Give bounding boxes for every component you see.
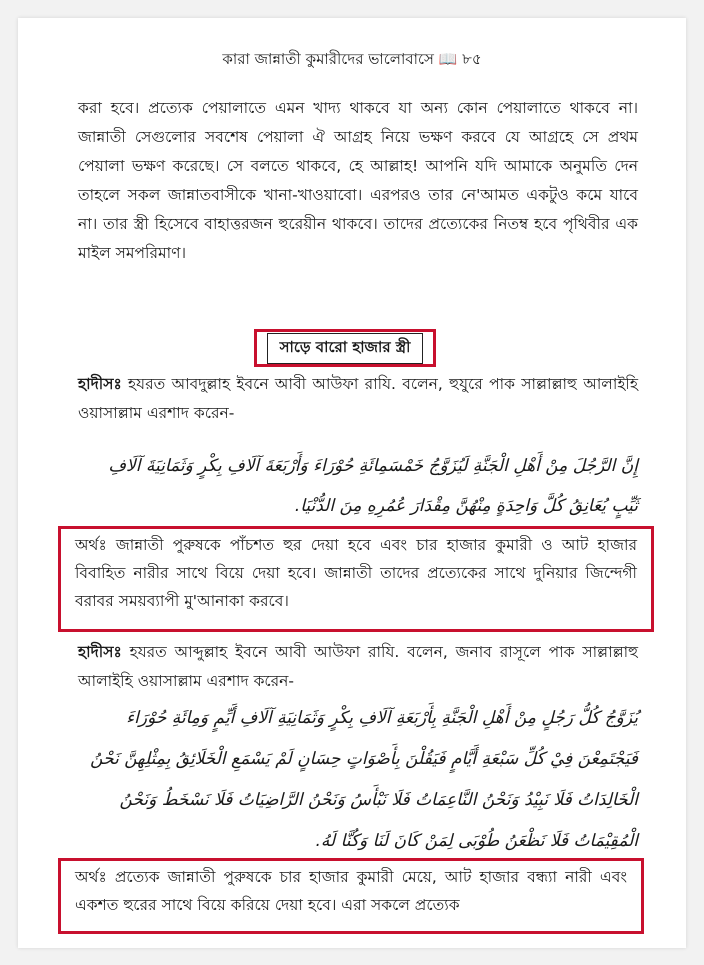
hadith-2-translation: প্রত্যেক জান্নাতী পুরুষকে চার হাজার কুমারী মেয়ে, আট হাজার বন্ধ্যা নারী এবং একশত হুরের সাথে বিয়ে করিয়ে দেয়া হবে। এরা সকলে প্রত্যেক	[75, 868, 627, 914]
hadith-2-intro	[78, 638, 638, 696]
paragraph-continuation: করা হবে। প্রত্যেক পেয়ালাতে এমন খাদ্য থাকবে যা অন্য কোন পেয়ালাতে থাকবে না। জান্নাতী সেগুলোর সবশেষ পেয়ালা ঐ আগ্রহ নিয়ে ভক্ষণ করবে যে আগ্রহে সে প্রথম পেয়ালা ভক্ষণ করেছে। সে বলতে থাকবে, হে আল্লাহ! আপনি যদি আমাকে অনুমতি দেন তাহলে সকল জান্নাতবাসীকে খানা-খাওয়াবো। এরপরও তার নে'আমত একটুও কমে যাবে না। তার স্ত্রী হিসেবে বাহাত্তরজন হুরেয়ীন থাকবে। তাদের প্রত্যেকের নিতম্ব হবে পৃথিবীর এক মাইল সমপরিমাণ।	[78, 99, 639, 262]
running-head: কারা জান্নাতী কুমারীদের ভালোবাসে 📖 ৮৫	[222, 50, 482, 68]
hadith-1-label: হাদীসঃ	[78, 375, 122, 393]
hadith-2-text: হযরত আব্দুল্লাহ ইবনে আবী আউফা রাযি. বলেন, জনাব রাসূলে পাক সাল্লাল্লাহু আলাইহি ওয়াসাল্লাম এরশাদ করেন-	[78, 643, 638, 690]
hadith-2-arabic: يُزَوَّجُ كُلُّ رَجُلٍ مِنْ أَهْلِ الْجَنَّةِ بِأَرْبَعَةِ آلَافِ بِكْرٍ وَثَمَانِيَةِ آلَافِ أَيِّمٍ وَمِائَةِ حُوْرَاءَ فَيَجْتَمِعْنَ فِيْ كُلِّ سَبْعَةِ أَيَّامٍ فَيَقُلْنَ بِأَصْوَاتٍ حِسَانٍ لَمْ يَسْمَعِ الْخَلَائِقُ بِمِثْلِهِنَّ نَحْنُ الْخَالِدَاتُ فَلَا نَبِيْدُ وَنَحْنُ النَّاعِمَاتُ فَلَا نَبْأَسُ وَنَحْنُ الرَّاضِيَاتُ فَلَا نَسْخَطُ وَنَحْنُ الْمُقِيْمَاتُ فَلَا نَظْعَنُ طُوْبَى لِمَنْ كَانَ لَنَا وَكُنَّا لَهُ.	[90, 708, 638, 851]
hadith-1-text: হযরত আবদুল্লাহ ইবনে আবী আউফা রাযি. বলেন, হুযুরে পাক সাল্লাল্লাহু আলাইহি ওয়াসাল্লাম এরশাদ করেন-	[78, 375, 638, 422]
hadith-1-translation-label: অর্থঃ	[75, 536, 107, 554]
hadith-2-translation-box	[58, 858, 644, 934]
hadith-1-intro	[78, 370, 638, 428]
hadith-2-label: হাদীসঃ	[78, 643, 122, 661]
section-heading: সাড়ে বারো হাজার স্ত্রী	[267, 333, 424, 364]
hadith-1-translation-box	[58, 526, 654, 632]
section-heading-highlight	[254, 329, 436, 367]
book-page	[18, 18, 686, 948]
hadith-1-arabic: إِنَّ الرَّجُلَ مِنْ أَهْلِ الْجَنَّةِ لَيُزَوَّجُ خَمْسَمِائَةِ حُوْرَاءَ وَأَرْبَعَةَ آلَافِ بِكْرٍ وَثَمَانِيَةَ آلَافِ ثَيِّبٍ يُعَانِقُ كُلَّ وَاحِدَةٍ مِنْهُنَّ مِقْدَارَ عُمُرِهِ مِنَ الدُّنْيَا.	[108, 456, 638, 516]
hadith-2-translation-label: অর্থঃ	[75, 868, 107, 886]
hadith-1-translation: জান্নাতী পুরুষকে পাঁচশত হুর দেয়া হবে এবং চার হাজার কুমারী ও আট হাজার বিবাহিত নারীর সাথে বিয়ে দেয়া হবে। জান্নাতী তাদের প্রত্যেকের সাথে দুনিয়ার জিন্দেগী বরাবর সময়ব্যাপী মু'আনাকা করবে।	[75, 536, 637, 610]
